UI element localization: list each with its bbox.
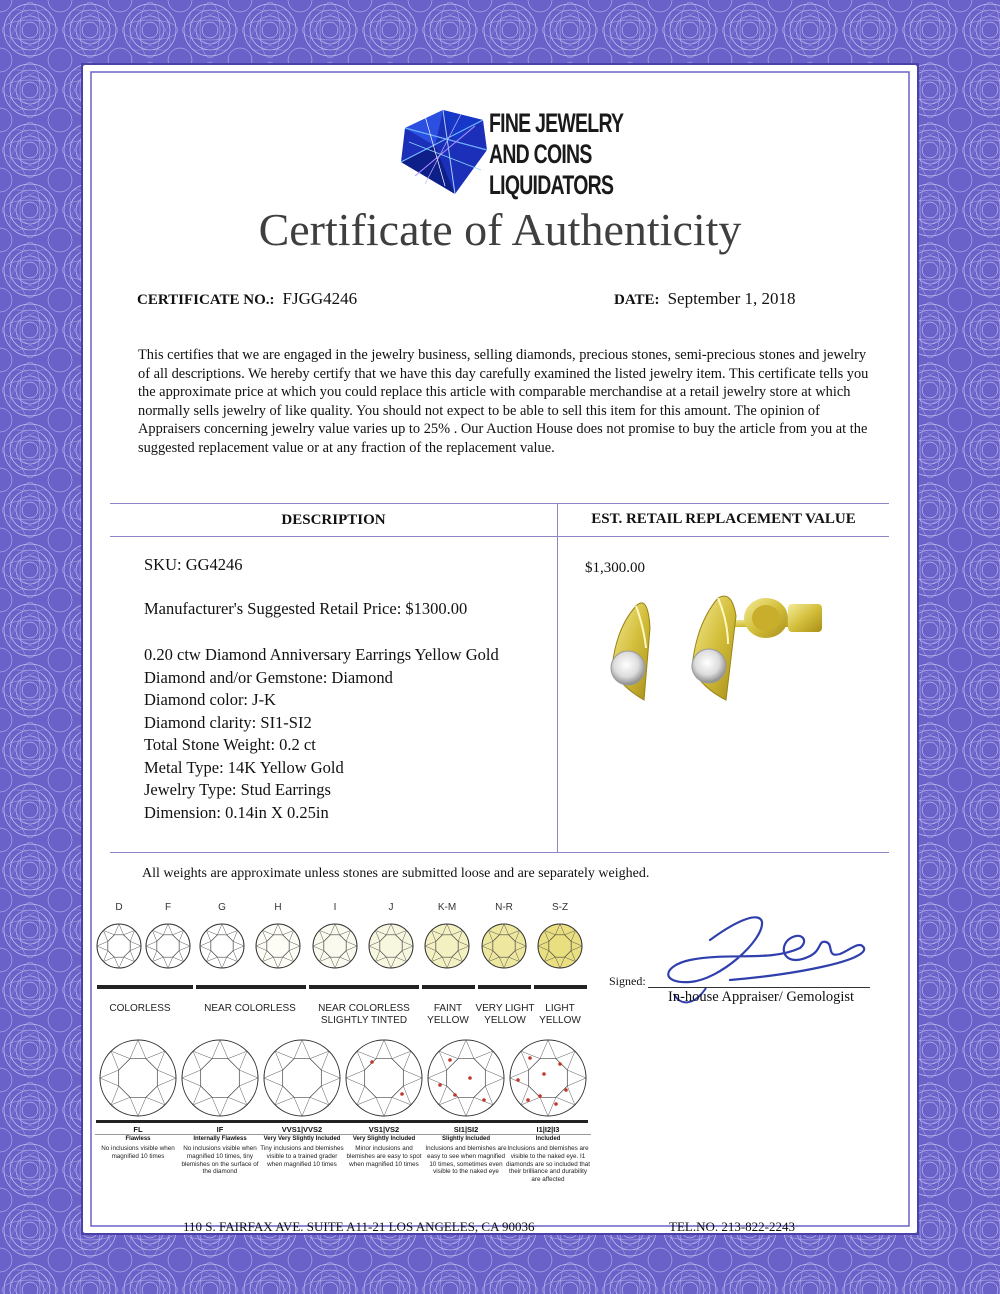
color-grade-letter: F	[164, 902, 172, 913]
logo-wordmark	[489, 110, 676, 199]
color-grade-diamond	[200, 924, 244, 968]
value-header: EST. RETAIL REPLACEMENT VALUE	[591, 511, 856, 527]
color-grade-diamond	[538, 924, 582, 968]
color-grade-diamond	[256, 924, 300, 968]
clarity-grade-code: IF	[216, 1125, 224, 1134]
color-grade-diamond	[146, 924, 190, 968]
color-category-label: COLORLESS	[109, 1003, 171, 1014]
detail-line: Diamond color: J-K	[144, 690, 276, 709]
color-grade-letter: J	[388, 902, 394, 913]
certification-statement: This certifies that we are engaged in the jewelry business, selling diamonds, precious stones, semi-precious stones and jewelry of all descriptions. We hereby certify that we have this day carefully examined the listed jewelry item. This certificate tells you the approximate price at which you could replace this article with comparable merchandise at a retail jewelry store at which normally sells jewelry of like quality. You should not expect to be able to sell this item for this amount. The opinion of Appraisers concerning jewelry value varies up to 25% . Our Auction House does not promise to buy the article from you at the suggested replacement value or at any fraction of the replacement value.	[138, 347, 869, 456]
table-header-rule	[110, 536, 889, 537]
earring-photo	[606, 588, 846, 713]
color-diamonds	[92, 914, 592, 978]
clarity-grade-code: I1|I2|I3	[536, 1125, 560, 1134]
clarity-grade-note: Inclusions and blemishes are easy to see when magnified 10 times, sometimes even visible to the naked eye	[425, 1145, 507, 1176]
clarity-grade-name: Very Slightly Included	[341, 1134, 427, 1142]
detail-line: Jewelry Type: Stud Earrings	[144, 780, 331, 799]
clarity-grade-name: Flawless	[95, 1134, 181, 1142]
clarity-grade-name: Very Very Slightly Included	[259, 1134, 345, 1142]
clarity-grade-note: Minor inclusions and blemishes are easy to spot when magnified 10 times	[346, 1145, 422, 1168]
detail-line: 0.20 ctw Diamond Anniversary Earrings Yellow Gold	[144, 645, 499, 664]
clarity-grade-note: No inclusions visible when magnified 10 times	[101, 1145, 175, 1160]
detail-line: Dimension: 0.14in X 0.25in	[144, 802, 329, 822]
table-bottom-rule	[110, 852, 889, 853]
certificate-number-label: CERTIFICATE NO.:	[137, 292, 275, 308]
date-row	[614, 289, 796, 309]
color-category-label: FAINT YELLOW	[427, 1003, 469, 1026]
clarity-grade-diamond	[182, 1040, 258, 1116]
footer-address: 110 S. FAIRFAX AVE. SUITE A11-21 LOS ANGELES, CA 90036	[183, 1219, 535, 1234]
clarity-diamonds	[92, 1036, 592, 1124]
clarity-grade	[259, 1125, 345, 1168]
clarity-grade	[95, 1125, 181, 1161]
clarity-grade	[177, 1125, 263, 1176]
clarity-grade-name: Slightly Included	[423, 1134, 509, 1142]
clarity-grade-diamond	[346, 1040, 422, 1116]
msrp: Manufacturer's Suggested Retail Price: $1300.00	[144, 599, 468, 618]
color-scale-bar	[97, 982, 587, 992]
sku: SKU: GG4246	[144, 555, 243, 574]
certificate-number-row	[137, 289, 357, 309]
clarity-grade-note: No inclusions visible when magnified 10 times, tiny blemishes on the surface of the diamond	[181, 1145, 259, 1176]
item-details	[144, 644, 499, 824]
certificate-number: FJGG4246	[282, 289, 358, 308]
clarity-grade-name: Internally Flawless	[177, 1134, 263, 1142]
color-category-label: VERY LIGHT YELLOW	[475, 1003, 535, 1026]
clarity-grade	[505, 1125, 591, 1184]
clarity-grade	[423, 1125, 509, 1176]
color-grade-diamond	[313, 924, 357, 968]
color-grade-letter: D	[115, 902, 123, 913]
detail-line: Diamond clarity: SI1-SI2	[144, 712, 312, 732]
logo-gem-icon	[395, 106, 490, 198]
color-category-label: NEAR COLORLESS	[204, 1003, 296, 1014]
clarity-grade-code: FL	[133, 1125, 143, 1134]
color-grade-letter: H	[274, 902, 282, 913]
clarity-grade-diamond	[100, 1040, 176, 1116]
detail-line: Metal Type: 14K Yellow Gold	[144, 757, 344, 777]
clarity-grade-diamond	[510, 1040, 586, 1116]
color-grade-letter: G	[218, 902, 226, 913]
color-grade-letter: N-R	[495, 902, 513, 913]
table-column-divider	[557, 503, 558, 853]
appraiser-role: In-house Appraiser/ Gemologist	[668, 989, 855, 1005]
table-top-rule	[110, 503, 889, 504]
date-value: September 1, 2018	[667, 289, 796, 308]
color-category-label: LIGHT YELLOW	[539, 1003, 581, 1026]
clarity-grade-diamond	[428, 1040, 504, 1116]
clarity-grade-diamond	[264, 1040, 340, 1116]
clarity-grade-code: VVS1|VVS2	[281, 1125, 323, 1134]
footer-tel: TEL.NO. 213-822-2243	[669, 1219, 796, 1234]
color-grade-diamond	[482, 924, 526, 968]
detail-line: Total Stone Weight: 0.2 ct	[144, 735, 316, 754]
detail-line: Diamond and/or Gemstone: Diamond	[144, 667, 393, 687]
color-grade-letter: I	[333, 902, 337, 913]
clarity-grade	[341, 1125, 427, 1168]
clarity-grade-name: Included	[505, 1134, 591, 1142]
logo-line-1: FINE JEWELRY	[489, 108, 624, 138]
color-grade-diamond	[369, 924, 413, 968]
description-header: DESCRIPTION	[281, 512, 386, 528]
clarity-grade-code: VS1|VS2	[368, 1125, 400, 1134]
signed-label: Signed:	[609, 974, 646, 988]
color-grade-letter: S-Z	[551, 902, 569, 913]
color-grade-diamond	[97, 924, 141, 968]
color-grade-diamond	[425, 924, 469, 968]
color-grade-letter: K-M	[437, 902, 457, 913]
clarity-grade-note: Tiny inclusions and blemishes visible to a trained grader when magnified 10 times	[260, 1145, 344, 1168]
clarity-grade-note: Inclusions and blemishes are visible to the naked eye. I1 diamonds are so included that their brilliance and durability are affected	[505, 1145, 590, 1184]
logo-line-3: LIQUIDATORS	[489, 170, 614, 200]
clarity-grade-code: SI1|SI2	[453, 1125, 479, 1134]
certificate-title: Certificate of Authenticity	[258, 204, 742, 255]
retail-value: $1,300.00	[585, 560, 645, 576]
date-label: DATE:	[614, 292, 660, 308]
logo-line-2: AND COINS	[489, 139, 592, 169]
color-category-label: NEAR COLORLESS SLIGHTLY TINTED	[318, 1003, 410, 1026]
weights-note: All weights are approximate unless stones are submitted loose and are separately weighed.	[142, 866, 650, 881]
